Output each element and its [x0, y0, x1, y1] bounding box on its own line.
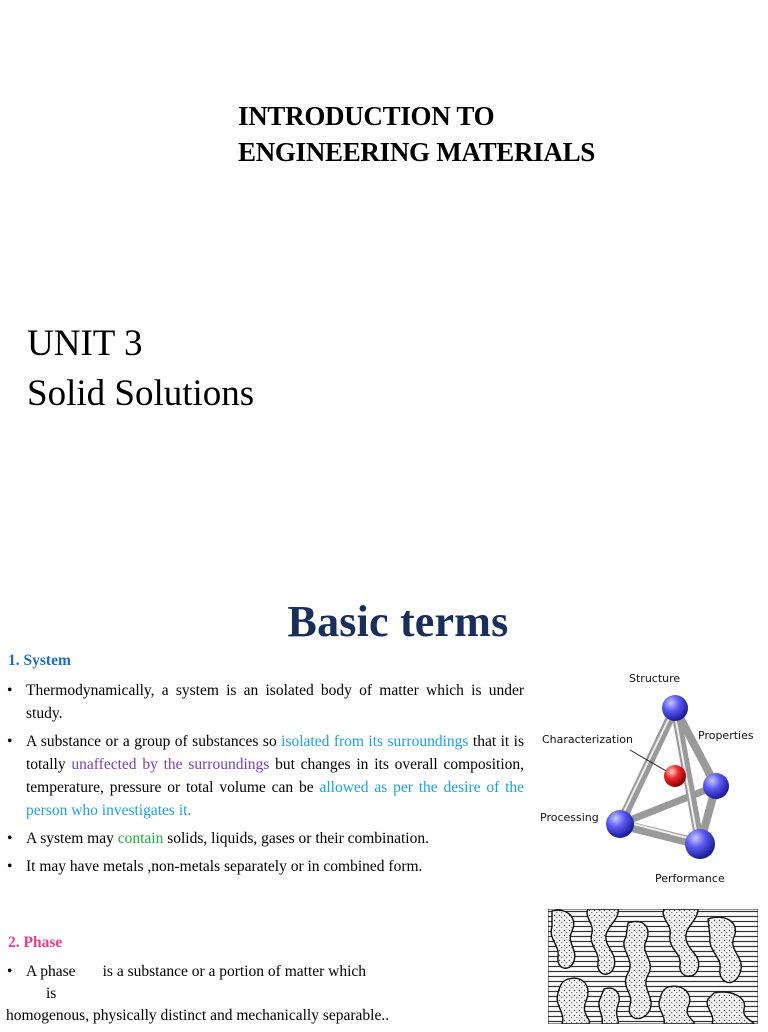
list-item: • Thermodynamically, a system is an isolated body of matter which is under study. [6, 679, 524, 725]
bullet-icon: • [7, 733, 13, 750]
characterization-sphere [664, 765, 686, 787]
label-processing: Processing [540, 811, 599, 824]
title-line-1: INTRODUCTION TO [238, 101, 495, 131]
bullet-icon: • [7, 682, 13, 699]
highlight-text: contain [117, 830, 164, 847]
unit-subtitle: Solid Solutions [27, 373, 255, 414]
label-properties: Properties [698, 729, 754, 742]
label-structure: Structure [629, 672, 681, 685]
bullet-icon: • [7, 858, 13, 875]
label-characterization: Characterization [542, 733, 633, 746]
bullet-icon: • [7, 830, 13, 847]
highlight-text: allowed as per the desire of the person who investigates it. [26, 779, 525, 819]
title-line-2: ENGINEERING MATERIALS [238, 137, 596, 167]
performance-sphere [685, 829, 715, 859]
list-item: • A substance or a group of substances so isolated from its surroundings that it is totally unaffected by the surroundings but changes in its overall composition, temperature, pressure or total volume can be allowed as per the desire of the person who investigates it. [6, 730, 524, 822]
unit-block [27, 319, 254, 419]
processing-sphere [606, 810, 634, 838]
list-item: • A system may contain solids, liquids, gases or their combination. [6, 827, 524, 850]
highlight-text: isolated from its surroundings [281, 733, 469, 750]
properties-sphere [703, 773, 729, 799]
unit-label: UNIT 3 [27, 323, 143, 364]
structure-sphere [662, 695, 688, 721]
list-item: • It may have metals ,non-metals separately or in combined form. [6, 855, 524, 878]
list-item: • A phase is a substance or a portion of matter which is homogenous, physically distinct and mechanically separable.. [6, 963, 390, 1024]
phase-bullet-list [6, 961, 524, 1032]
section-heading-system: 1. System [8, 652, 71, 669]
materials-tetrahedron-diagram [534, 664, 764, 894]
system-bullet-list [6, 679, 524, 883]
section-heading-phase: 2. Phase [8, 934, 63, 951]
slide2-title: Basic terms [287, 597, 509, 646]
bullet-icon: • [7, 963, 13, 980]
slide1-title [238, 98, 758, 170]
label-performance: Performance [655, 872, 725, 885]
highlight-text: unaffected by the surroundings [71, 756, 270, 773]
microstructure-image [548, 909, 758, 1024]
